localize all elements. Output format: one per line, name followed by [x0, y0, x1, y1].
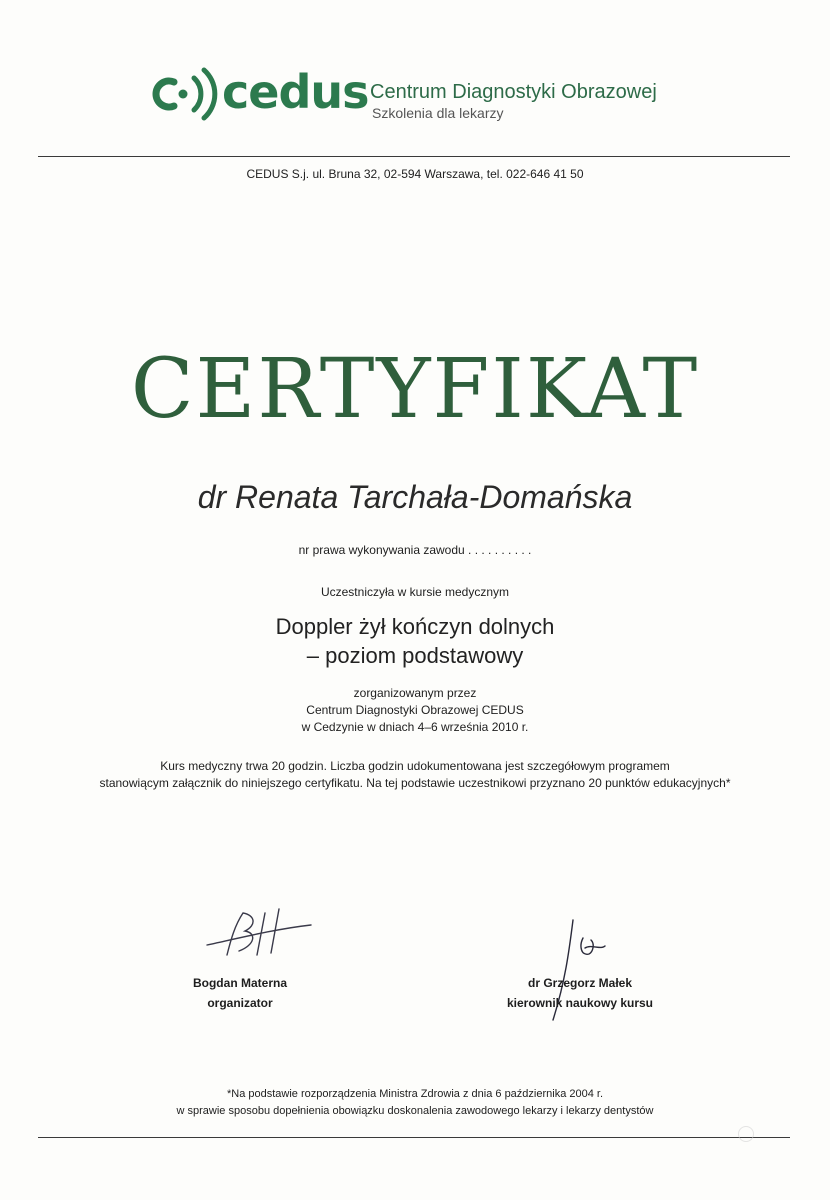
- faint-stamp-mark: [738, 1126, 754, 1142]
- company-address: CEDUS S.j. ul. Bruna 32, 02-594 Warszawa, tel. 022-646 41 50: [246, 167, 584, 181]
- header-divider: [38, 156, 790, 157]
- organizer-line-3: w Cedzynie w dniach 4–6 września 2010 r.: [301, 720, 529, 734]
- hours-line-1: Kurs medyczny trwa 20 godzin. Liczba godzin udokumentowana jest szczegółowym programem: [160, 759, 670, 773]
- legal-footnote: [0, 1086, 830, 1120]
- course-title-line-1: Doppler żył kończyn dolnych: [275, 614, 555, 639]
- organizer-name: Bogdan Materna: [192, 976, 287, 990]
- scientific-director-name: dr Grzegorz Małek: [527, 976, 633, 990]
- company-tagline: Szkolenia dla lekarzy: [372, 105, 504, 121]
- participation-statement: Uczestniczyła w kursie medycznym: [320, 585, 510, 599]
- license-number-line: nr prawa wykonywania zawodu . . . . . . . . . .: [298, 543, 532, 557]
- course-title-line-2: – poziom podstawowy: [306, 643, 524, 668]
- footer-divider: [38, 1137, 790, 1138]
- footnote-line-2: w sprawie sposobu dopełnienia obowiązku doskonalenia zawodowego lekarzy i lekarzy dentystów: [176, 1105, 654, 1117]
- hours-line-2: stanowiącym załącznik do niniejszego certyfikatu. Na tej podstawie uczestnikowi przyznano 20 punktów edukacyjnych*: [99, 776, 731, 790]
- logo-wordmark: cedus: [222, 65, 369, 119]
- organizer-role: organizator: [207, 996, 273, 1010]
- scientific-director-signature-block: [470, 973, 690, 1013]
- organizer-line-2: Centrum Diagnostyki Obrazowej CEDUS: [306, 703, 524, 717]
- organizer-signature-block: [150, 973, 330, 1013]
- course-hours-statement: [0, 758, 830, 792]
- company-name: Centrum Diagnostyki Obrazowej: [370, 81, 657, 103]
- footnote-line-1: *Na podstawie rozporządzenia Ministra Zdrowia z dnia 6 października 2004 r.: [226, 1088, 604, 1100]
- cedus-logo-icon: [150, 62, 220, 126]
- recipient-name: dr Renata Tarchała-Domańska: [197, 479, 633, 515]
- organizer-line-1: zorganizowanym przez: [353, 686, 477, 700]
- scientific-director-role: kierownik naukowy kursu: [506, 996, 654, 1010]
- course-title: [0, 612, 830, 670]
- organizer-signature-image: [205, 905, 315, 965]
- certificate-title: CERTYFIKAT: [130, 342, 700, 437]
- organizer-info: [0, 685, 830, 736]
